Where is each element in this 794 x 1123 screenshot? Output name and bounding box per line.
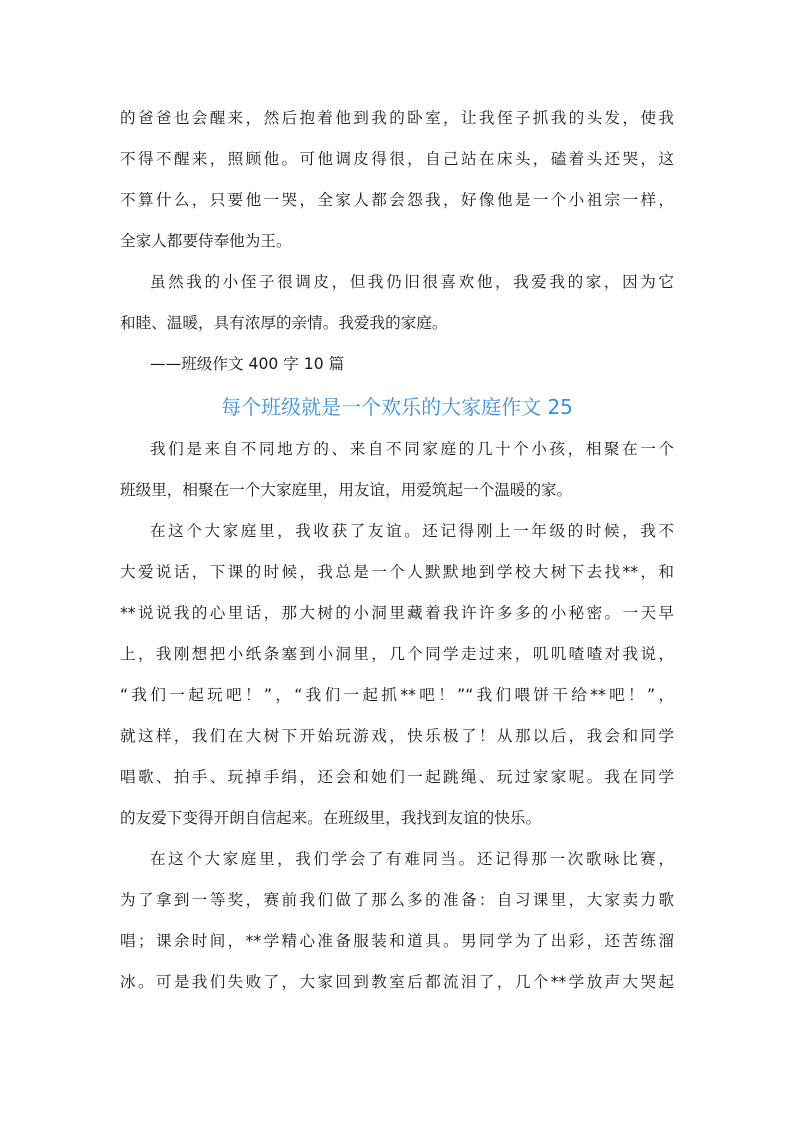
prev-paragraph-1 bbox=[120, 98, 674, 262]
prev-paragraph-2 bbox=[120, 262, 674, 344]
essay-paragraph-1 bbox=[120, 429, 674, 511]
essay-title: 每个班级就是一个欢乐的大家庭作文 25 bbox=[221, 395, 573, 419]
text-line: 和睦、温暖，具有浓厚的亲情。我爱我的家庭。 bbox=[120, 314, 448, 332]
text-line: 不算什么，只要他一哭，全家人都会怨我，好像他是一个小祖宗一样， bbox=[120, 191, 674, 209]
text-line: 的爸爸也会醒来，然后抱着他到我的卧室，让我侄子抓我的头发，使我 bbox=[120, 109, 674, 127]
text-line: 大爱说话，下课的时候，我总是一个人默默地到学校大树下去找**，和 bbox=[120, 563, 674, 581]
text-line: 冰。可是我们失败了，大家回到教室后都流泪了，几个**学放声大哭起 bbox=[120, 973, 674, 991]
text-line: 唱歌、拍手、玩掉手绢，还会和她们一起跳绳、玩过家家呢。我在同学 bbox=[120, 768, 674, 786]
attribution: ——班级作文 400 字 10 篇 bbox=[150, 355, 345, 373]
text-line: 为了拿到一等奖，赛前我们做了那么多的准备：自习课里，大家卖力歌 bbox=[120, 891, 674, 909]
text-line: 唱；课余时间，**学精心准备服装和道具。男同学为了出彩，还苦练溜 bbox=[120, 932, 674, 950]
text-line: 在这个大家庭里，我们学会了有难同当。还记得那一次歌咏比赛， bbox=[150, 850, 674, 868]
text-line: 的友爱下变得开朗自信起来。在班级里，我找到友谊的快乐。 bbox=[120, 809, 542, 827]
text-line: 全家人都要侍奉他为王。 bbox=[120, 232, 292, 250]
text-line: 在这个大家庭里，我收获了友谊。还记得刚上一年级的时候，我不 bbox=[150, 522, 674, 540]
text-line: 我们是来自不同地方的、来自不同家庭的几十个小孩，相聚在一个 bbox=[150, 440, 674, 458]
text-line: 上，我刚想把小纸条塞到小洞里，几个同学走过来，叽叽喳喳对我说， bbox=[120, 645, 674, 663]
document-page bbox=[120, 98, 674, 1003]
text-line: 就这样，我们在大树下开始玩游戏，快乐极了！从那以后，我会和同学 bbox=[120, 727, 674, 745]
text-line: 虽然我的小侄子很调皮，但我仍旧很喜欢他，我爱我的家，因为它 bbox=[150, 273, 674, 291]
text-line: “我们一起玩吧！”，“我们一起抓**吧！”“我们喂饼干给**吧！”， bbox=[120, 686, 674, 704]
essay-paragraph-3 bbox=[120, 839, 674, 1003]
text-line: 不得不醒来，照顾他。可他调皮得很，自己站在床头，磕着头还哭，这 bbox=[120, 150, 674, 168]
text-line: 班级里，相聚在一个大家庭里，用友谊，用爱筑起一个温暖的家。 bbox=[120, 481, 573, 499]
essay-paragraph-2 bbox=[120, 511, 674, 839]
text-line: **说说我的心里话，那大树的小洞里藏着我许许多多的小秘密。一天早 bbox=[120, 604, 674, 622]
